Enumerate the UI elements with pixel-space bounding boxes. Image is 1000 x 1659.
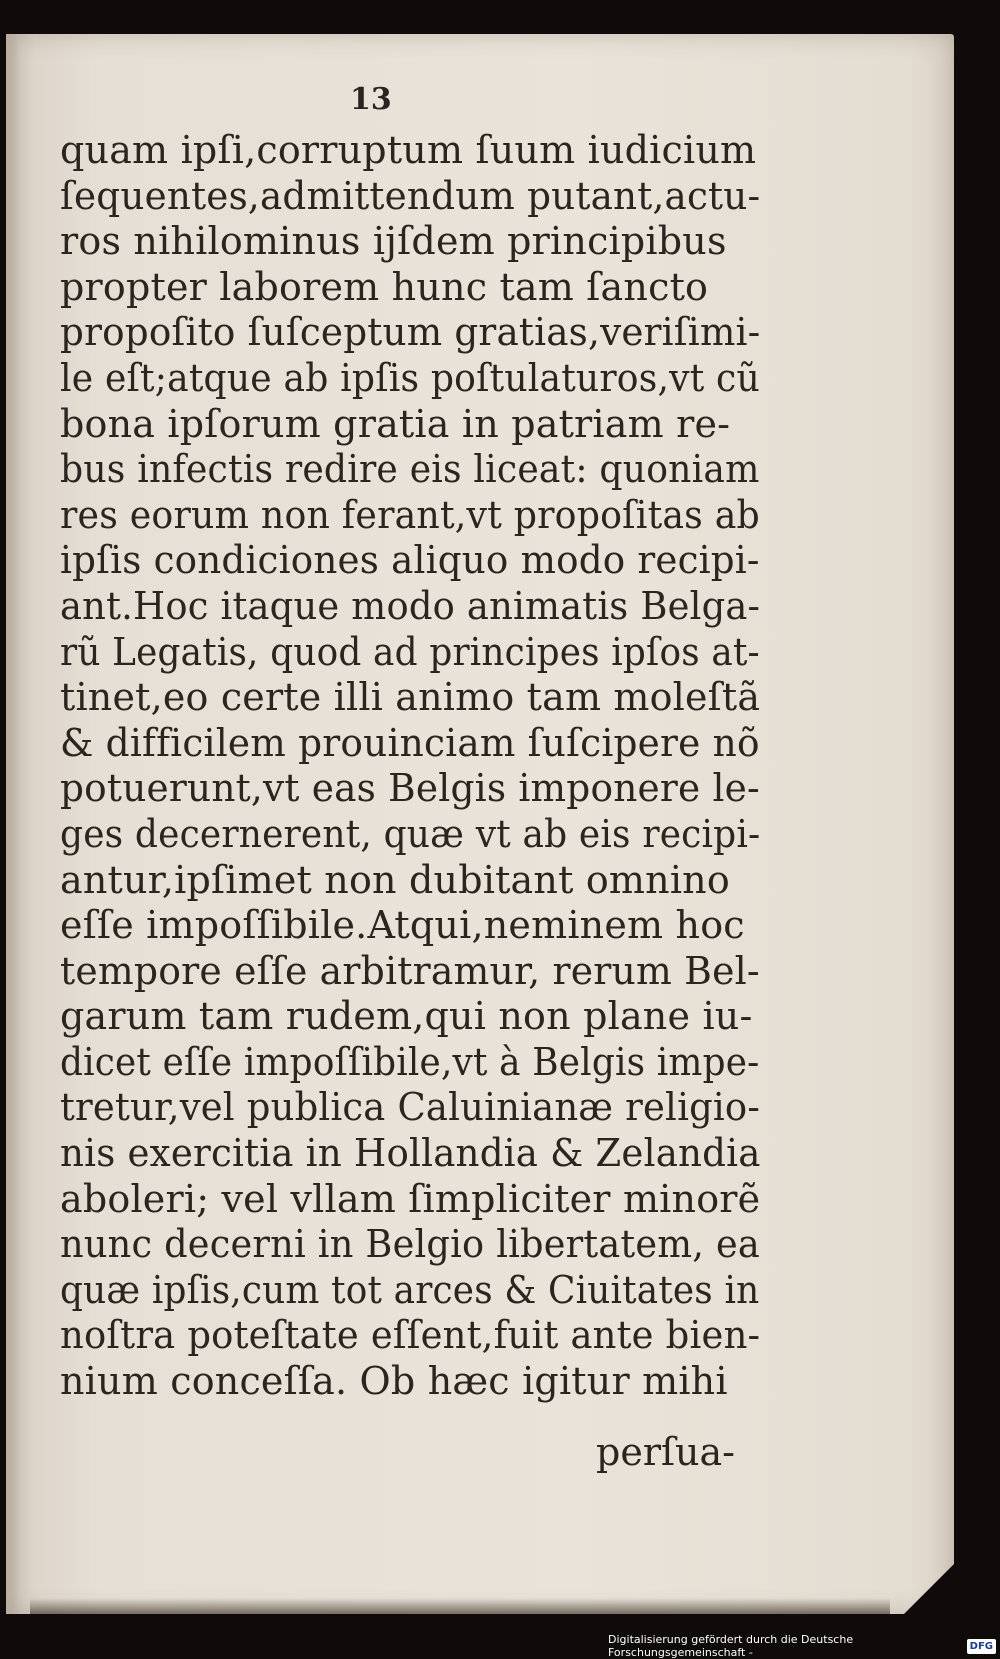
text-line: rũ Legatis, quod ad principes ipſos at- [60,629,760,674]
funding-credit: Digitalisierung gefördert durch die Deutsche Forschungsgemeinschaft - [608,1633,854,1659]
text-line: aboleri; vel vllam ſimpliciter minorẽ [60,1176,761,1221]
text-line: propoſito ſuſceptum gratias,veriſimi- [60,310,761,355]
text-line: ant.Hoc itaque modo animatis Belga- [60,583,761,628]
text-line: antur,ipſimet non dubitant omnino [60,857,730,902]
page-corner [904,1564,954,1614]
text-line: le eſt;atque ab ipſis poſtulaturos,vt cũ [60,355,760,400]
text-line: nunc decerni in Belgio libertatem, ea [60,1222,761,1267]
catchword: perſua- [596,1430,736,1474]
text-line: quam ipſi,corruptum ſuum iudicium [60,128,757,172]
text-line: propter laborem hunc tam ſancto [60,264,709,309]
text-line: ros nihilominus ijſdem principibus [60,219,727,264]
text-line: bus infectis redire eis liceat: quoniam [60,447,760,492]
page-bottom-shadow [30,1598,890,1614]
page-number: 13 [350,82,392,117]
dfg-logo-icon: DFG [967,1639,996,1654]
text-line: nis exercitia in Hollandia & Zelandia [60,1131,761,1176]
text-line: bona ipſorum gratia in patriam re- [60,401,731,446]
body-text [60,128,760,1405]
text-line: & difficilem prouinciam ſuſcipere nõ [60,720,760,765]
text-line: ipſis condiciones aliquo modo recipi- [60,538,760,583]
text-line: quæ ipſis,cum tot arces & Ciuitates in [60,1267,760,1312]
funding-footer [608,1634,1000,1658]
text-line: ges decernerent, quæ vt ab eis recipi- [60,811,761,856]
text-line: nium conceſſa. Ob hæc igitur mihi [60,1359,728,1404]
text-line: eſſe impoſſibile.Atqui,neminem hoc [60,903,745,948]
page-binding-edge [6,34,20,1614]
text-line: potuerunt,vt eas Belgis imponere le- [60,766,760,811]
text-line: res eorum non ferant,vt propoſitas ab [60,492,760,537]
text-line: tinet,eo certe illi animo tam moleſtã [60,675,761,720]
text-line: tempore eſſe arbitramur, rerum Bel- [60,948,760,993]
text-line: noſtra poteſtate eſſent,fuit ante bien- [60,1313,761,1358]
text-line: tretur,vel publica Caluinianæ religio- [60,1085,761,1130]
text-line: garum tam rudem,qui non plane iu- [60,994,753,1039]
text-line: ſequentes,admittendum putant,actu- [60,173,761,218]
text-line: dicet eſſe impoſſibile,vt à Belgis impe- [60,1039,760,1084]
